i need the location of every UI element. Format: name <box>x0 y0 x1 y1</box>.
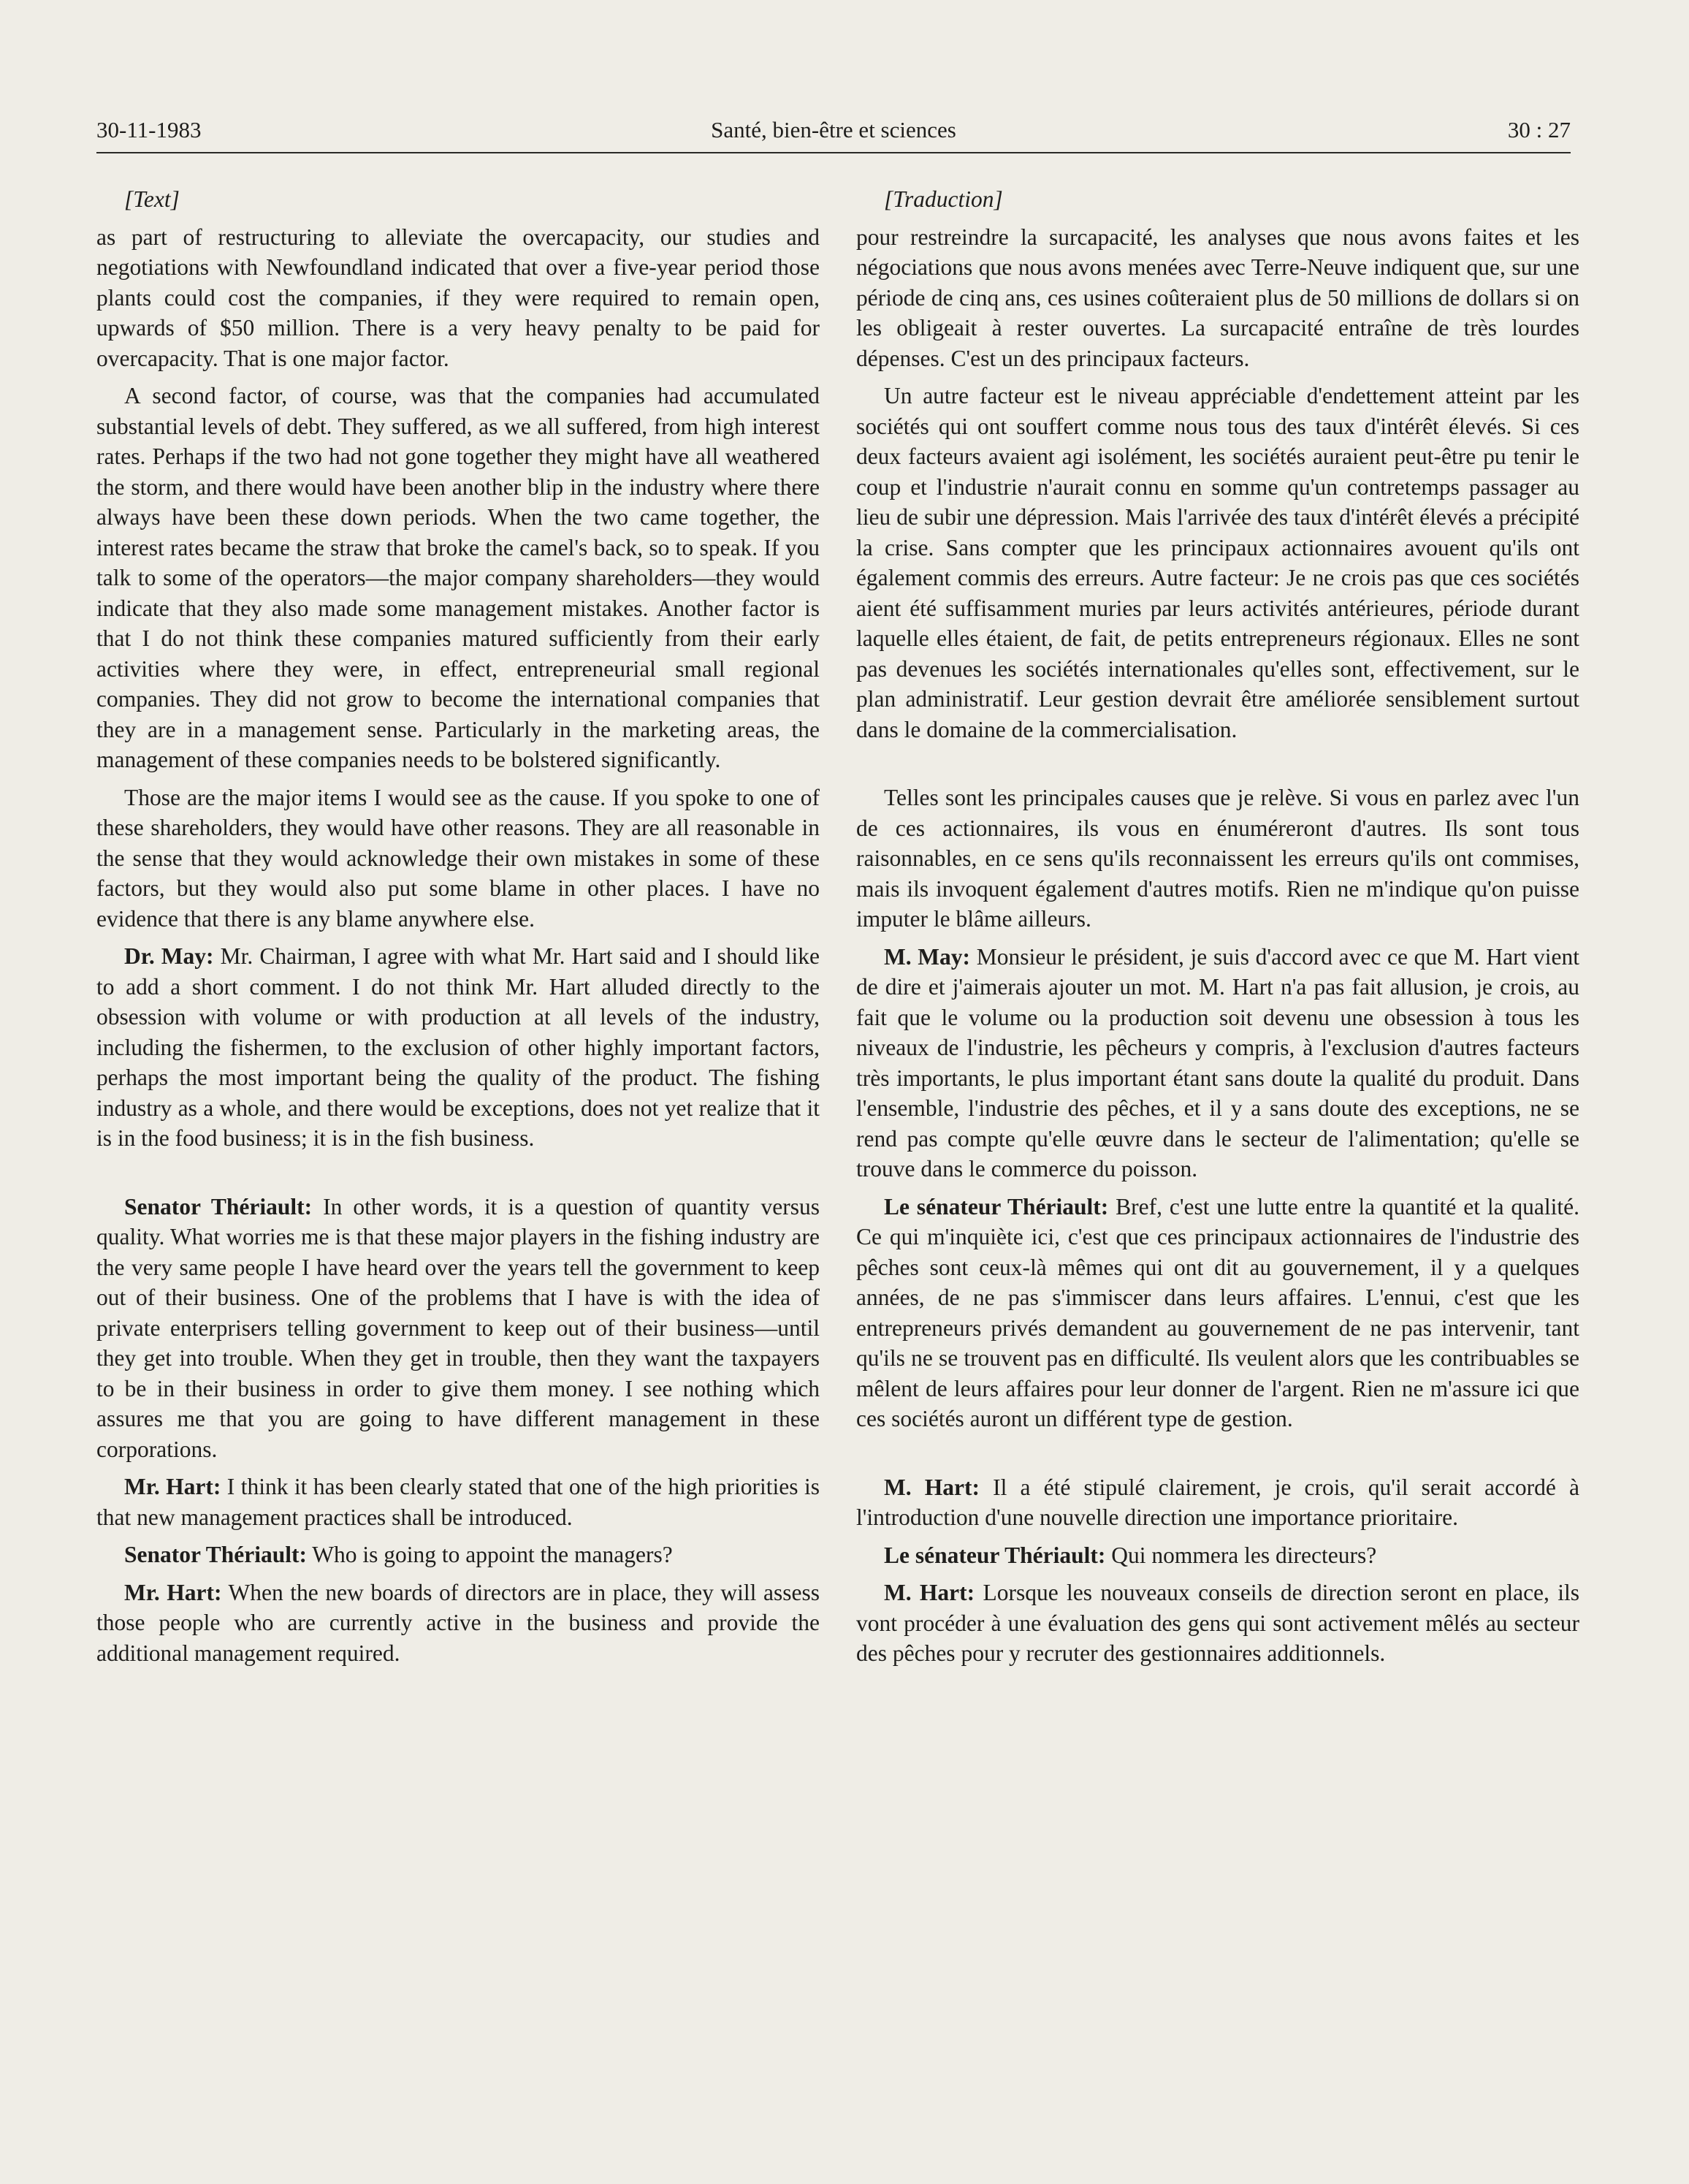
spacer <box>856 1442 1579 1472</box>
speaker-name: Le sénateur Thériault: <box>884 1542 1106 1568</box>
paragraph <box>96 941 820 1154</box>
paragraph-text: pour restreindre la surcapacité, les analyses que nous avons faites et les négociations que nous avons menées avec Terre-Neuve indiquent que, sur une période de cinq ans, ces usines coûteraient plus de 50 millions de dollars si on les obligeait à rester ouvertes. La surcapacité entraîne de très lourdes dépenses. C'est un des principaux facteurs. <box>856 224 1579 371</box>
paragraph-text: as part of restructuring to alleviate the overcapacity, our studies and negotiations with Newfoundland indicated that over a five-year period those plants could cost the companies, if they were required to remain open, upwards of $50 million. There is a very heavy penalty to be paid for overcapacity. That is one major factor. <box>96 224 820 371</box>
paragraph-text: Who is going to appoint the managers? <box>312 1542 673 1567</box>
paragraph-text: Lorsque les nouveaux conseils de direction seront en place, ils vont procéder à une évaluation des gens qui sont activement mêlés au secteur des pêches pour y recruter des gestionnaires additionnels. <box>856 1580 1579 1666</box>
paragraph <box>856 783 1579 935</box>
traduction-marker: [Traduction] <box>884 186 1003 212</box>
speaker-name: Le sénateur Thériault: <box>884 1193 1109 1220</box>
header-date: 30-11-1983 <box>96 117 202 142</box>
speaker-name: M. Hart: <box>884 1474 980 1500</box>
header-page-number: 30 : 27 <box>1507 117 1571 142</box>
paragraph <box>96 222 820 374</box>
paragraph-text: Monsieur le président, je suis d'accord avec ce que M. Hart vient de dire et j'aimerais ajouter un mot. M. Hart n'a pas fait allusion, je crois, au fait que le volume ou la production soit devenu une obsession à tous les niveaux de l'industrie, les pêcheurs y compris, à l'exclusion d'autres facteurs très importants, le plus important étant sans doute la qualité du produit. Dans l'ensemble, l'industrie des pêches, et il y a sans doute des exceptions, ne se rend pas compte qu'elle œuvre dans le secteur de l'alimentation; qu'elle se trouve dans le commerce du poisson. <box>856 943 1580 1182</box>
page-header <box>96 117 1571 152</box>
french-column <box>856 184 1579 1676</box>
paragraph <box>856 1578 1579 1669</box>
paragraph <box>856 942 1579 1184</box>
paragraph <box>856 1472 1579 1533</box>
paragraph <box>96 783 820 935</box>
paragraph-text: Mr. Chairman, I agree with what Mr. Hart said and I should like to add a short comment. I do not think Mr. Hart alluded directly to the obsession with volume or with production at all levels of the industry, including the fishermen, to the exclusion of other highly important factors, perhaps the most important being the quality of the product. The fishing industry as a whole, and there would be exceptions, does not yet realize that it is in the food business; it is in the fish business. <box>96 943 820 1151</box>
spacer <box>96 1161 820 1192</box>
paragraph <box>96 1540 820 1570</box>
paragraph-text: Il a été stipulé clairement, je crois, qu'il serait accordé à l'introduction d'une nouvelle direction une importance prioritaire. <box>856 1474 1580 1530</box>
paragraph <box>96 1472 820 1532</box>
paragraph <box>96 1578 820 1669</box>
speaker-name: M. Hart: <box>884 1580 975 1605</box>
speaker-name: Senator Thériault: <box>124 1542 307 1567</box>
paragraph <box>96 1192 820 1465</box>
paragraph <box>856 1540 1579 1571</box>
spacer <box>856 752 1579 783</box>
paragraph-text: Qui nommera les directeurs? <box>1111 1542 1377 1568</box>
paragraph <box>856 222 1579 374</box>
paragraph <box>96 381 820 775</box>
paragraph-text: A second factor, of course, was that the companies had accumulated substantial levels of debt. They suffered, as we all suffered, from high interest rates. Perhaps if the two had not gone together they might have all weathered the storm, and there would have been another blip in the industry where there always have been these down periods. When the two came together, the interest rates became the straw that broke the camel's back, so to speak. If you talk to some of the operators—the major company shareholders—they would indicate that they also made some management mistakes. Another factor is that I do not think these companies matured sufficiently from their early activities where they were, in effect, entrepreneurial small regional companies. They did not grow to become the international companies that they are in a management sense. Particularly in the marketing areas, the management of these companies needs to be bolstered significantly. <box>96 383 820 772</box>
paragraph-text: In other words, it is a question of quantity versus quality. What worries me is that these major players in the fishing industry are the very same people I have heard over the years tell the government to keep out of their business. One of the problems that I have is with the idea of private enterprisers telling government to keep out of their business—until they get into trouble. When they get in trouble, then they want the taxpayers to be in their business in order to give them money. I see nothing which assures me that you are going to have different management in these corporations. <box>96 1193 820 1462</box>
speaker-name: Dr. May: <box>124 943 214 969</box>
speaker-name: Mr. Hart: <box>124 1474 221 1499</box>
paragraph-text: When the new boards of directors are in place, they will assess those people who are currently active in the business and provide the additional management required. <box>96 1579 820 1666</box>
paragraph-text: I think it has been clearly stated that one of the high priorities is that new management practices shall be introduced. <box>96 1474 820 1530</box>
speaker-name: Senator Thériault: <box>124 1193 313 1220</box>
header-title: Santé, bien-être et sciences <box>711 117 956 142</box>
english-column <box>96 184 820 1675</box>
text-marker: [Text] <box>124 186 180 212</box>
paragraph-text: Those are the major items I would see as the cause. If you spoke to one of these shareholders, they would have other reasons. They are all reasonable in the sense that they would acknowledge their own mistakes in some of these factors, but they would also put some blame in other places. I have no evidence that there is any blame anywhere else. <box>96 784 820 932</box>
paragraph-text: Bref, c'est une lutte entre la quantité et la qualité. Ce qui m'inquiète ici, c'est que ces principaux actionnaires de l'industrie des pêches sont ceux-là mêmes qui ont dit au gouvernement, il y a quelques années, de ne pas s'immiscer dans leurs affaires. L'ennui, c'est que les entrepreneurs privés demandent au gouvernement de ne pas intervenir, tant qu'ils ne se trouvent pas en difficulté. Ils veulent alors que les contribuables se mêlent de leurs affaires pour leur donner de l'argent. Rien ne m'assure ici que ces sociétés auront un différent type de gestion. <box>856 1193 1580 1431</box>
speaker-name: Mr. Hart: <box>124 1579 222 1605</box>
paragraph <box>856 381 1579 745</box>
header-rule <box>96 152 1571 153</box>
speaker-name: M. May: <box>884 943 971 970</box>
paragraph <box>856 1192 1579 1434</box>
paragraph-text: Telles sont les principales causes que je relève. Si vous en parlez avec l'un de ces actionnaires, ils vous en énuméreront d'autres. Ils sont tous raisonnables, en ce sens qu'ils reconnaissent les erreurs qu'ils ont commises, mais ils invoquent également d'autres motifs. Rien ne m'indique qu'on puisse imputer le blâme ailleurs. <box>856 785 1579 932</box>
paragraph-text: Un autre facteur est le niveau appréciable d'endettement atteint par les sociétés qui ont souffert comme nous tous des taux d'intérêt élevés. Si ces deux facteurs avaient agi isolément, les sociétés auraient peut-être pu tenir le coup et l'industrie n'aurait connu en somme qu'un contretemps passager au lieu de subir une dépression. Mais l'arrivée des taux d'intérêt élevés a précipité la crise. Sans compter que les principaux actionnaires avouent qu'ils ont également commis des erreurs. Autre facteur: Je ne crois pas que ces sociétés aient été suffisamment muries par leurs activités antérieures, période durant laquelle elles étaient, de fait, de petits entrepreneurs régionaux. Elles ne sont pas devenues les sociétés internationales qu'elles sont, effectivement, sur le plan administratif. Leur gestion devrait être améliorée sensiblement surtout dans le domaine de la commercialisation. <box>856 383 1579 742</box>
